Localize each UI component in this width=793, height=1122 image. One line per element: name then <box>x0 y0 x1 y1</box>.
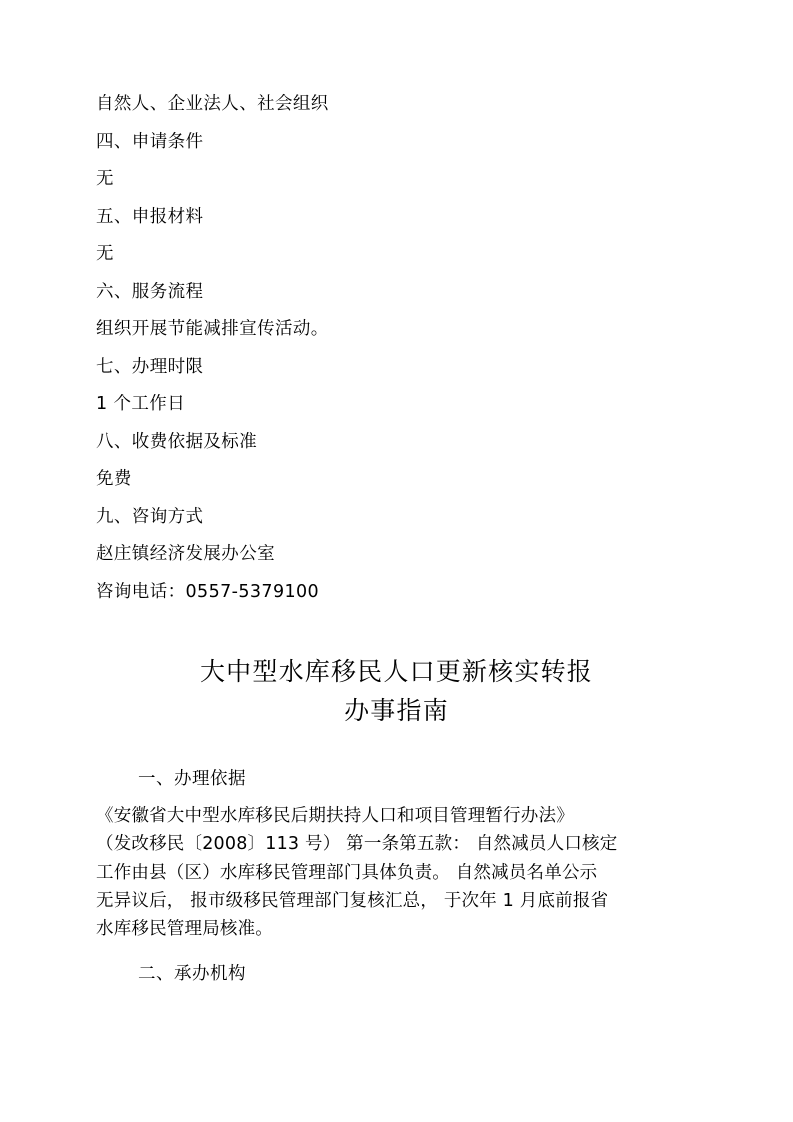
guide-line-conditions-value: 无 <box>96 169 114 189</box>
section-one-paragraph-line-5: 水库移民管理局核准。 <box>96 919 273 940</box>
section-one-paragraph-line-1: 《安徽省大中型水库移民后期扶持人口和项目管理暂行办法》 <box>96 806 574 826</box>
guide-line-materials-value: 无 <box>96 244 114 264</box>
guide-heading-six: 六、服务流程 <box>96 281 204 302</box>
page-title-line-1: 大中型水库移民人口更新核实转报 <box>199 657 593 686</box>
guide-line-process-value: 组织开展节能减排宣传活动。 <box>96 319 329 339</box>
section-one-paragraph-line-2: （发改移民〔2008〕113 号） 第一条第五款： 自然减员人口核定 <box>96 834 618 855</box>
section-one-paragraph-line-3: 工作由县（区）水库移民管理部门具体负责。 自然减员名单公示 <box>96 862 598 883</box>
guide-heading-nine: 九、咨询方式 <box>96 506 204 527</box>
guide-line-applicants: 自然人、企业法人、社会组织 <box>96 94 329 114</box>
section-heading-two: 二、承办机构 <box>138 963 246 984</box>
guide-line-phone: 咨询电话：0557-5379100 <box>96 581 320 602</box>
guide-heading-eight: 八、收费依据及标准 <box>96 431 258 452</box>
document-body <box>96 96 697 983</box>
guide-line-office-name: 赵庄镇经济发展办公室 <box>96 544 275 564</box>
section-one-paragraph-line-4: 无异议后， 报市级移民管理部门复核汇总， 于次年 1 月底前报省 <box>96 891 609 912</box>
guide-items-list <box>96 96 697 601</box>
guide-heading-four: 四、申请条件 <box>96 131 204 152</box>
guide-line-fee-value: 免费 <box>96 469 132 489</box>
section-one-paragraph <box>96 802 697 944</box>
section-heading-one: 一、办理依据 <box>138 768 246 789</box>
page-title-line-2: 办事指南 <box>344 695 449 725</box>
guide-line-time-limit-value: 1 个工作日 <box>96 394 186 414</box>
page-title <box>96 653 697 731</box>
guide-heading-seven: 七、办理时限 <box>96 356 204 377</box>
guide-heading-five: 五、申报材料 <box>96 206 204 227</box>
